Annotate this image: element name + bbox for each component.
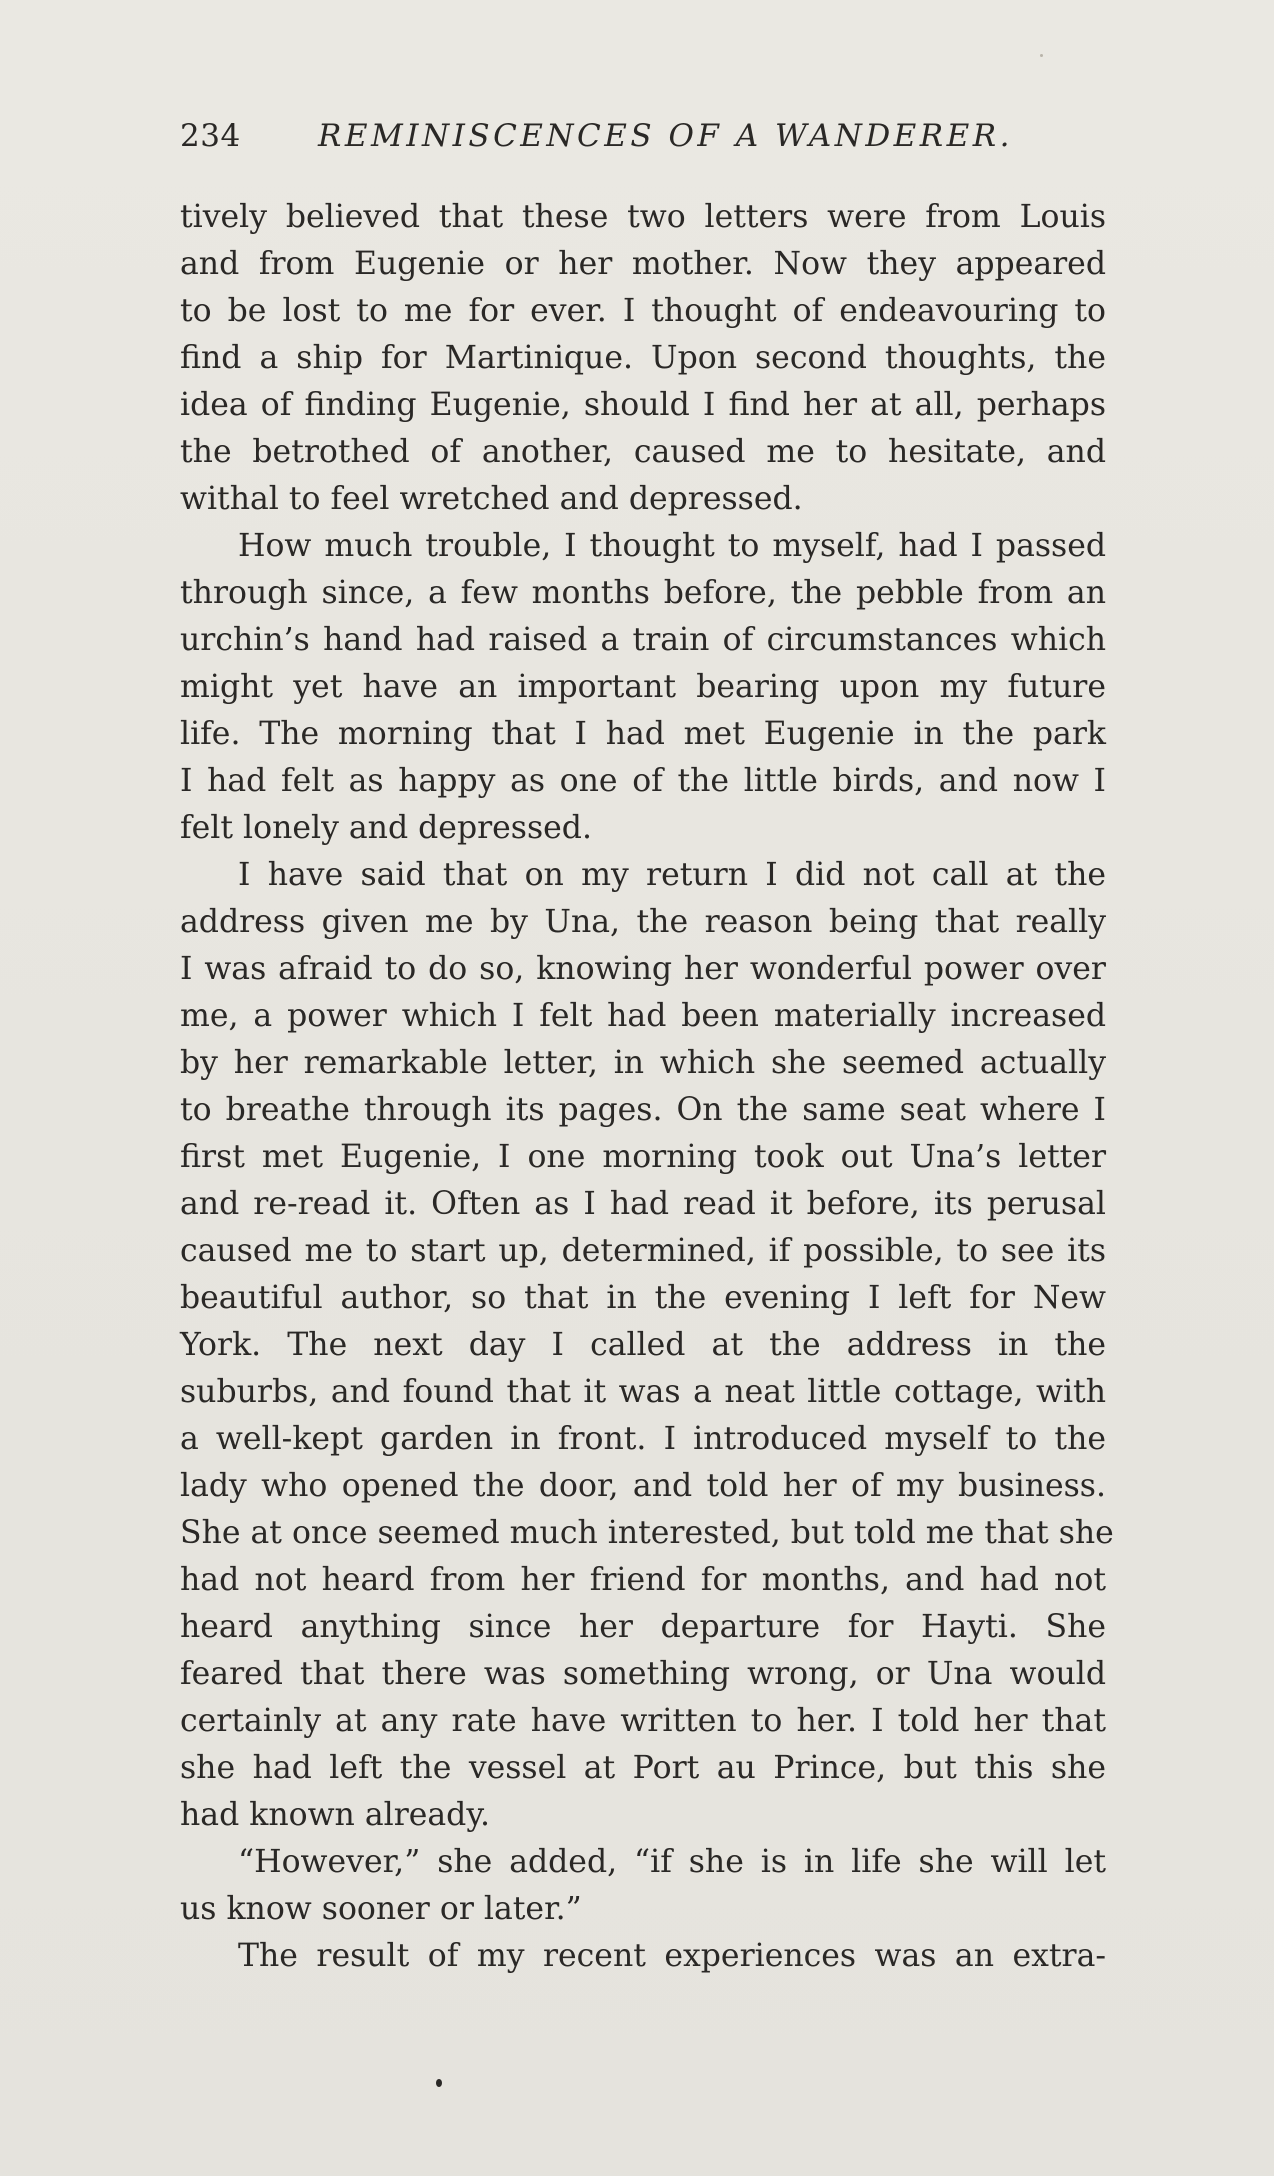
text-line: How much trouble, I thought to myself, had I passed xyxy=(238,528,1106,564)
text-line: and re-read it. Often as I had read it before, its perusal xyxy=(180,1186,1106,1222)
text-line: I was afraid to do so, knowing her wonderful power over xyxy=(180,951,1106,987)
text-line: the betrothed of another, caused me to hesitate, and xyxy=(180,434,1106,470)
text-line: She at once seemed much interested, but told me that she xyxy=(180,1515,1114,1551)
text-line: and from Eugenie or her mother. Now they appeared xyxy=(180,246,1106,282)
text-line: first met Eugenie, I one morning took out Una’s letter xyxy=(180,1139,1106,1175)
text-line: heard anything since her departure for Hayti. She xyxy=(180,1609,1106,1645)
text-line: urchin’s hand had raised a train of circumstances which xyxy=(180,622,1106,658)
text-line: life. The morning that I had met Eugenie in the park xyxy=(180,716,1106,752)
text-line: to be lost to me for ever. I thought of endeavouring to xyxy=(180,293,1106,329)
running-title: REMINISCENCES OF A WANDERER. xyxy=(318,118,1013,154)
text-line: address given me by Una, the reason being that really xyxy=(180,904,1106,940)
text-line: certainly at any rate have written to her. I told her that xyxy=(180,1703,1106,1739)
text-line: I had felt as happy as one of the little birds, and now I xyxy=(180,763,1106,799)
text-line: us know sooner or later.” xyxy=(180,1891,582,1927)
text-line: a well-kept garden in front. I introduced myself to the xyxy=(180,1421,1106,1457)
text-line: find a ship for Martinique. Upon second thoughts, the xyxy=(180,340,1106,376)
ink-dot xyxy=(436,2079,442,2087)
text-line: she had left the vessel at Port au Prince, but this she xyxy=(180,1750,1106,1786)
text-line: felt lonely and depressed. xyxy=(180,810,592,846)
text-line: York. The next day I called at the address in the xyxy=(180,1327,1106,1363)
text-line: caused me to start up, determined, if possible, to see its xyxy=(180,1233,1106,1269)
paper-speck xyxy=(1040,54,1043,57)
text-line: tively believed that these two letters were from Louis xyxy=(180,199,1106,235)
text-line: had not heard from her friend for months, and had not xyxy=(180,1562,1106,1598)
text-line: idea of finding Eugenie, should I find her at all, perhaps xyxy=(180,387,1106,423)
text-line: me, a power which I felt had been materially increased xyxy=(180,998,1106,1034)
text-line: feared that there was something wrong, or Una would xyxy=(180,1656,1106,1692)
text-line: through since, a few months before, the pebble from an xyxy=(180,575,1106,611)
text-line: I have said that on my return I did not call at the xyxy=(238,857,1106,893)
page-number: 234 xyxy=(180,118,241,154)
text-line: “However,” she added, “if she is in life she will let xyxy=(238,1844,1106,1880)
text-line: had known already. xyxy=(180,1797,490,1833)
text-line: to breathe through its pages. On the same seat where I xyxy=(180,1092,1106,1128)
page-header xyxy=(180,118,1106,162)
text-line: The result of my recent experiences was an extra- xyxy=(238,1938,1106,1974)
text-line: lady who opened the door, and told her of my business. xyxy=(180,1468,1106,1504)
text-line: beautiful author, so that in the evening I left for New xyxy=(180,1280,1106,1316)
text-line: withal to feel wretched and depressed. xyxy=(180,481,803,517)
text-line: by her remarkable letter, in which she seemed actually xyxy=(180,1045,1106,1081)
text-line: might yet have an important bearing upon my future xyxy=(180,669,1106,705)
text-line: suburbs, and found that it was a neat little cottage, with xyxy=(180,1374,1106,1410)
